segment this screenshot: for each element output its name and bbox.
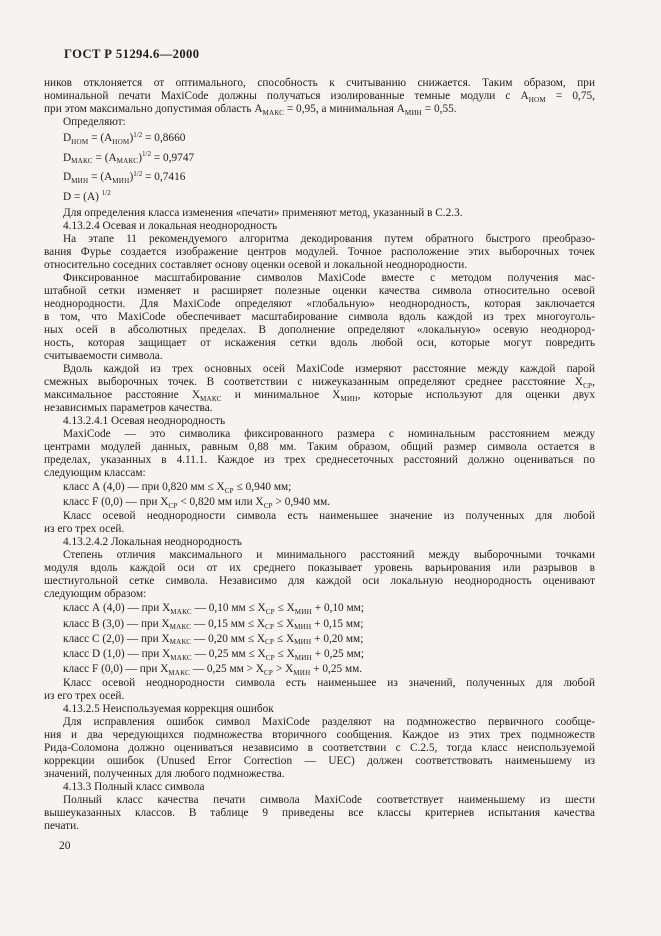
text-line: номинальной печати MaxiCode должны получаться изолированные темные модули с $A_{НОМ} = 0,75$, bbox=[44, 90, 595, 104]
text-line: неоднородности. Для MaxiCode определяют «глобальную» неоднородность, которая заключается bbox=[44, 298, 595, 310]
text-line: $D_{НОМ} = (A_{НОМ})^{1/2} = 0,8660$ bbox=[63, 130, 186, 146]
text-line: MaxiCode — это символика фиксированного размера с номинальным расстоянием между bbox=[63, 428, 595, 440]
text-line: класс F (0,0) — при $X_{МАКС}$ — 0,25 мм > $X_{СР} > X_{МИН} + 0,25$ мм. bbox=[63, 663, 363, 677]
text-line: из его трех осей. bbox=[44, 523, 125, 536]
text-line: вышеуказанных классов. В таблице 9 приведены все классы критериев испытания качества bbox=[44, 807, 595, 820]
text-line: из его трех осей. bbox=[44, 690, 125, 703]
text-line: значений, полученных для любого подмножества. bbox=[44, 768, 285, 781]
text-line: класс D (1,0) — при $X_{МАКС}$ — 0,25 мм ≤ $X_{СР} \le X_{МИН} + 0,25$ мм; bbox=[63, 647, 364, 662]
text-line: независимых параметров качества. bbox=[44, 402, 213, 414]
text-line: модуля вдоль каждой оси от их среднего показывает уровень варьирования или разрывов в bbox=[44, 562, 595, 575]
text-line: Вдоль каждой из трех основных осей MaxiCode измеряют расстояние между каждой парой bbox=[63, 363, 595, 375]
text-line: шестиугольной сетке символа. Независимо для каждой оси локальную неоднородность оценивают bbox=[44, 575, 595, 588]
text-line: центрами модулей данных, равным 0,88 мм. Таким образом, общий размер символа остается в bbox=[44, 441, 595, 453]
text-line: На этапе 11 рекомендуемого алгоритма декодирования путем обратного быстрого преобразо- bbox=[63, 233, 595, 245]
text-line: смежных выборочных точек. В соответствии с нижеуказанным определяют среднее расстояние $X_{СР}$, bbox=[44, 376, 595, 390]
text-line: печати. bbox=[44, 820, 79, 833]
text-lines-container bbox=[44, 77, 595, 833]
text-line: Класс осевой неоднородности символа есть наименьшее из значений, полученных для любой bbox=[63, 677, 595, 690]
text-line: класс B (3,0) — при $X_{МАКС}$ — 0,15 мм ≤ $X_{СР} \le X_{МИН} + 0,15$ мм; bbox=[63, 617, 364, 632]
text-line: при этом максимально допустимая область $A_{МАКС} = 0,95$, а минимальная $A_{МИН} = 0,55$. bbox=[44, 103, 457, 117]
text-line: максимальное расстояние $X_{МАКС}$ и минимальное $X_{МИН}$, которые используют для оценки двух bbox=[44, 389, 595, 403]
text-line: класс F (0,0) — при $X_{СР} < 0,820$ мм или $X_{СР} > 0,940$ мм. bbox=[63, 496, 331, 510]
text-line: ния и два чередующихся подмножества вторичного сообщения. Каждое из этих трех подмножеств bbox=[44, 729, 595, 742]
text-line: 4.13.3 Полный класс символа bbox=[63, 781, 205, 794]
text-line: Степень отличия максимального и минимального расстояний между выборочными точками bbox=[63, 549, 595, 562]
text-line: Рида-Соломона должно оцениваться независимо в соответствии с С.2.5, тогда класс неиспользуемой bbox=[44, 742, 595, 755]
text-line: 4.13.2.4 Осевая и локальная неоднородность bbox=[63, 220, 278, 232]
text-line: 4.13.2.5 Неиспользуемая коррекция ошибок bbox=[63, 703, 274, 716]
text-line: в том, что MaxiCode обеспечивает масштабирование символа вдоль каждой из трех многоуголь- bbox=[44, 311, 595, 323]
document-body bbox=[44, 77, 595, 852]
text-line: $D_{МИН} = (A_{МИН})^{1/2} = 0,7416$ bbox=[63, 169, 186, 185]
text-line: ных осей в абсолютных пределах. В дополнение определяют «локальную» осевую неоднород- bbox=[44, 324, 595, 336]
text-line: ников отклоняется от оптимального, способность к считыванию снижается. Таким образом, при bbox=[44, 77, 595, 89]
text-line: пределах, указанных в 4.11.1. Каждое из трех среднесеточных расстояний должно оцениваться по bbox=[44, 454, 595, 466]
text-line: Определяют: bbox=[63, 116, 126, 128]
text-line: вания Фурье создается изображение центров модулей. Точное расположение этих выборочных точек bbox=[44, 246, 595, 258]
text-line: Фиксированное масштабирование символов MaxiCode вместе с методом получения мас- bbox=[63, 272, 595, 284]
page-header: ГОСТ Р 51294.6—2000 bbox=[64, 47, 200, 61]
text-line: Для определения класса изменения «печати» применяют метод, указанный в С.2.3. bbox=[63, 207, 463, 219]
text-line: штабной сетки изменяет и расширяет полезные оценки качества символа относительно осевой bbox=[44, 285, 595, 297]
text-line: D = (A) $^{1/2}$ bbox=[63, 189, 111, 203]
text-line: класс C (2,0) — при $X_{МАКС}$ — 0,20 мм ≤ $X_{СР} \le X_{МИН} + 0,20$ мм; bbox=[63, 632, 364, 647]
text-line: коррекции ошибок (Unused Error Correction — UEC) должен соответствовать наименьшему из bbox=[44, 755, 595, 768]
text-line: Полный класс качества печати символа MaxiCode соответствует наименьшему из шести bbox=[63, 794, 595, 807]
text-line: относительно соседних составляет основу оценки осевой и локальной неоднородности. bbox=[44, 259, 468, 271]
text-line: $D_{МАКС} = (A_{МАКС})^{1/2} = 0,9747$ bbox=[63, 150, 195, 166]
text-line: ность, которая защищает от искажения сетки вдоль любой оси, которые могут повредить bbox=[44, 337, 595, 349]
text-line: 4.13.2.4.1 Осевая неоднородность bbox=[63, 415, 226, 427]
text-line: Для исправления ошибок символ MaxiCode разделяют на подмножество первичного сообще- bbox=[63, 716, 595, 729]
text-line: класс А (4,0) — при $X_{МАКС}$ — 0,10 мм ≤ $X_{СР} \le X_{МИН} + 0,10$ мм; bbox=[63, 602, 364, 616]
text-line: Класс осевой неоднородности символа есть наименьшее значение из полученных для любой bbox=[63, 510, 595, 523]
text-line: следующим классам: bbox=[44, 467, 146, 479]
text-line: 4.13.2.4.2 Локальная неоднородность bbox=[63, 536, 242, 549]
text-line: следующим образом: bbox=[44, 588, 147, 601]
text-line: считываемости символа. bbox=[44, 350, 163, 362]
page-number: 20 bbox=[59, 840, 71, 853]
text-line: класс А (4,0) — при 0,820 мм ≤ $X_{СР} \le 0,940$ мм; bbox=[63, 481, 292, 495]
